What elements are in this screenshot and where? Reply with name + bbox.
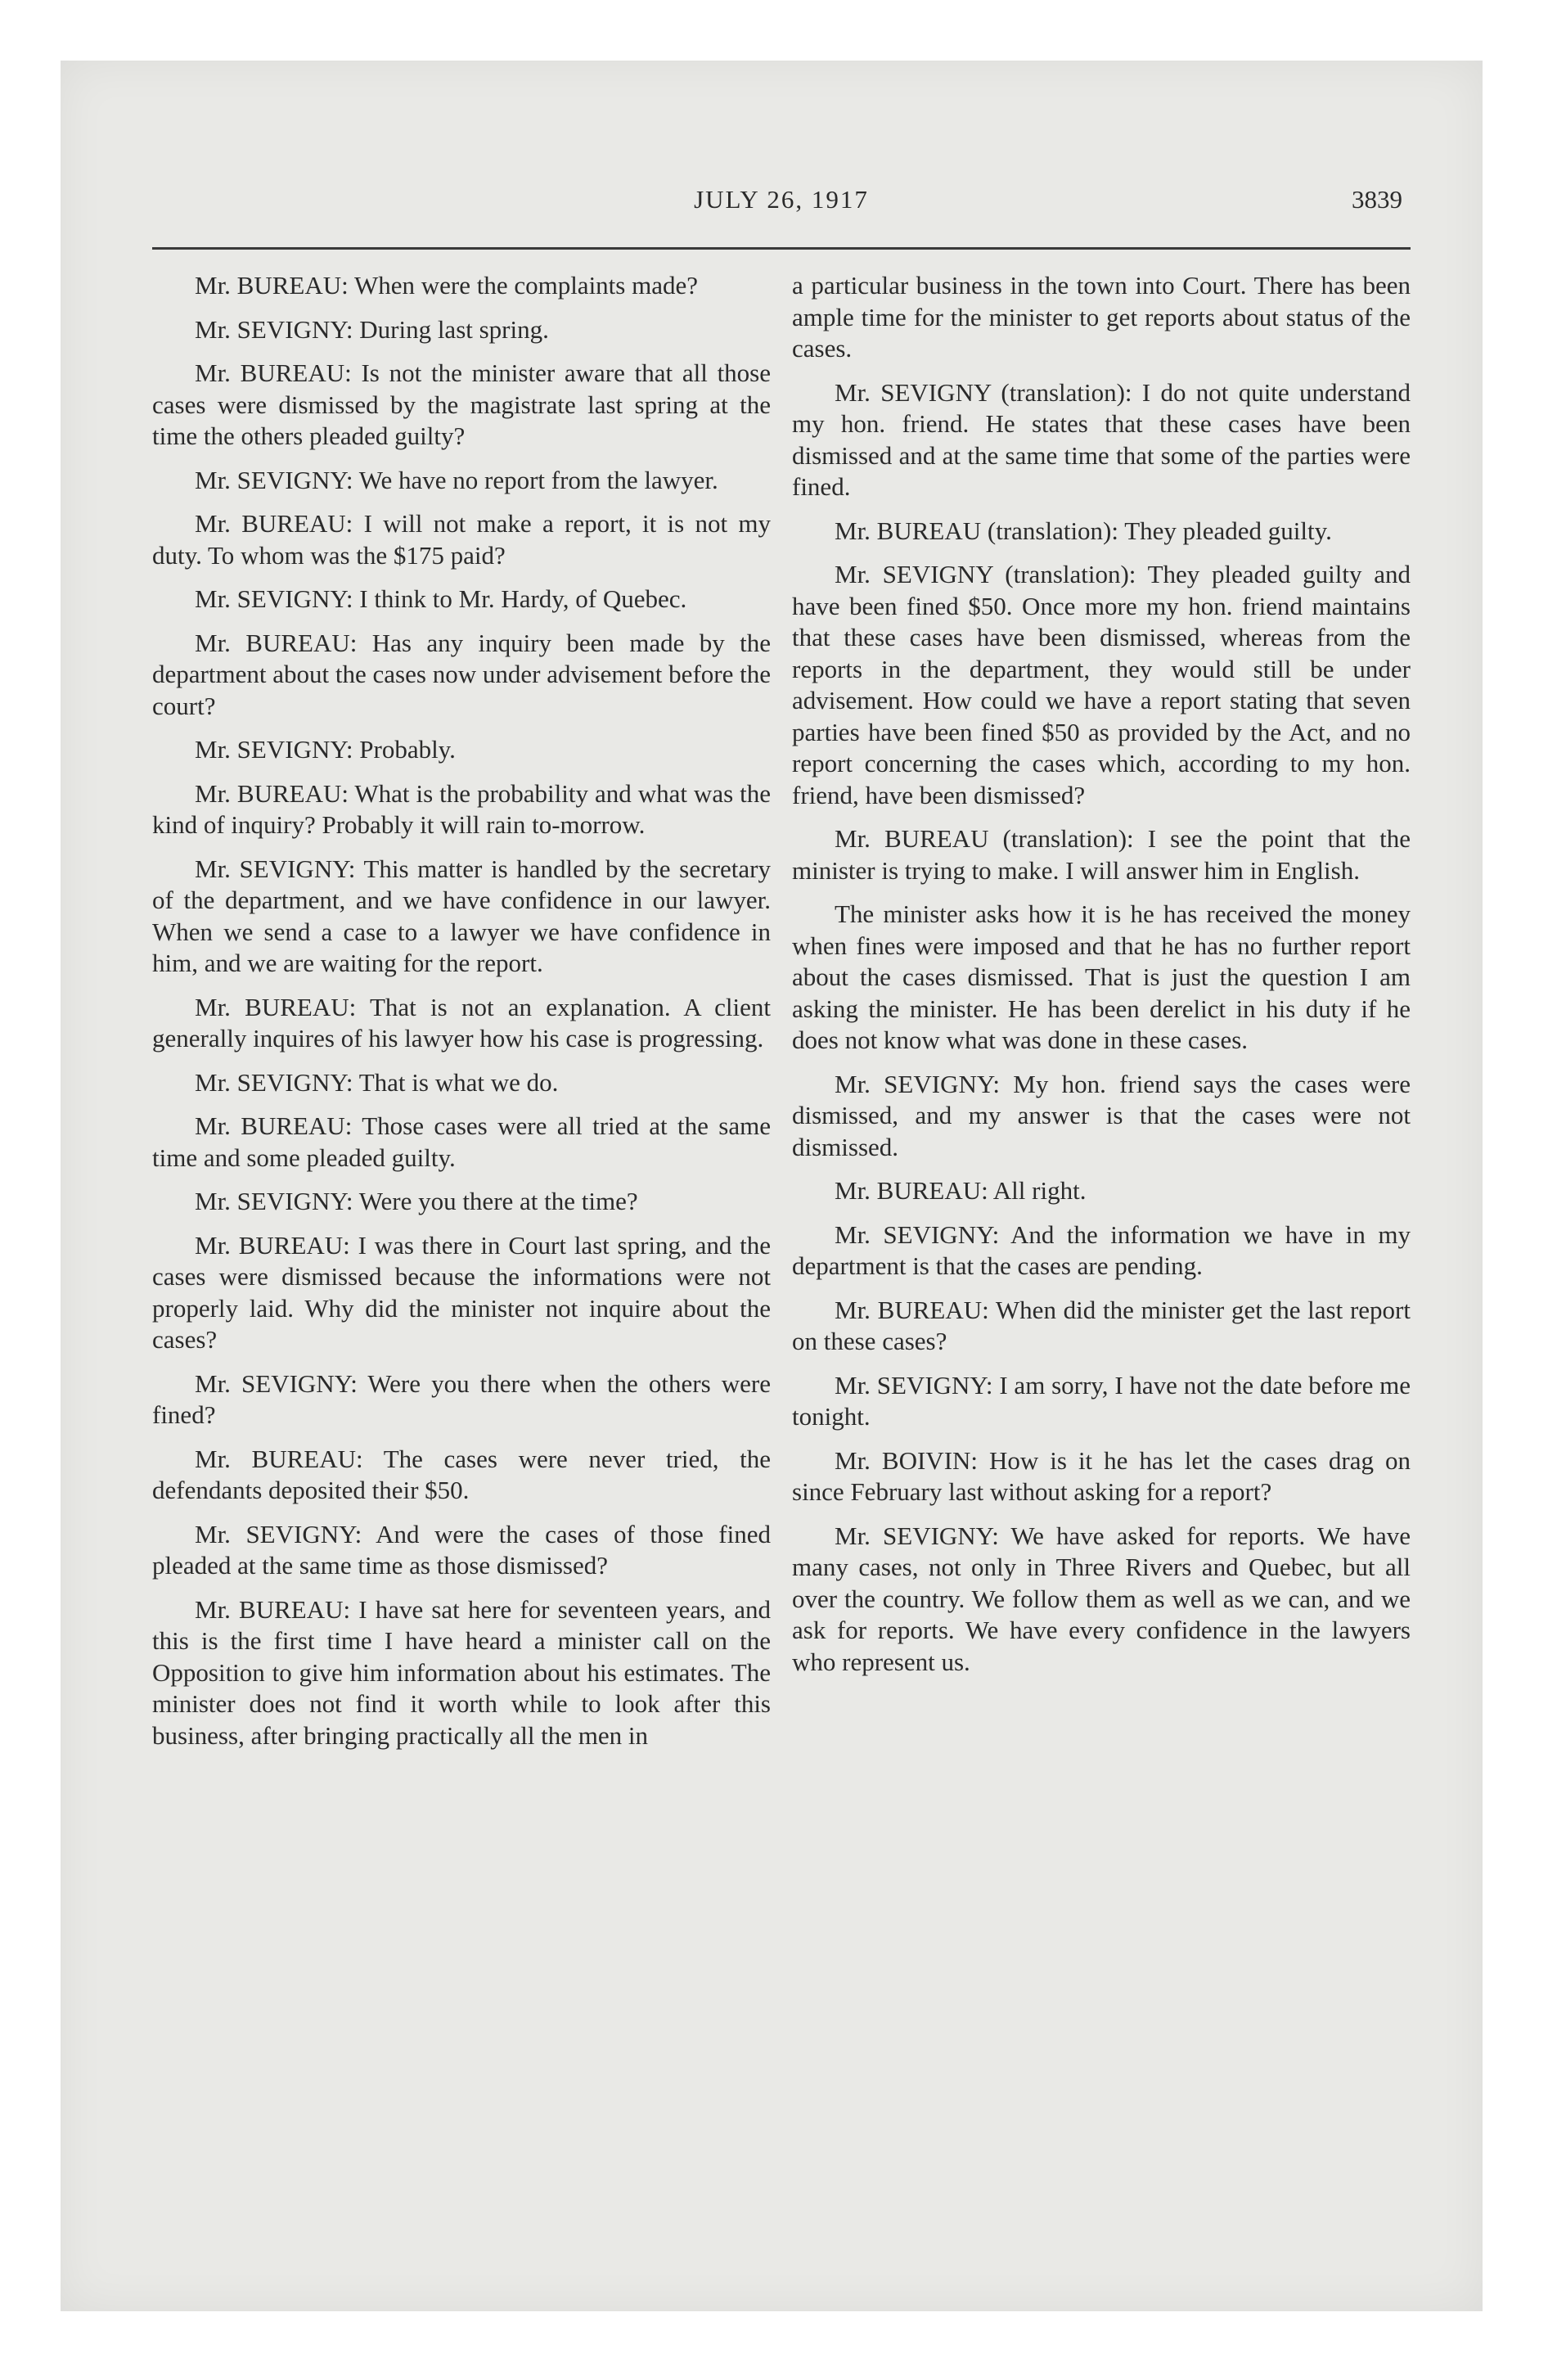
speech-paragraph <box>152 270 771 302</box>
speech-paragraph <box>152 1368 771 1431</box>
speech-paragraph <box>792 1295 1411 1358</box>
speaker-name: Mr. BUREAU: <box>195 628 358 657</box>
speech-paragraph <box>152 778 771 841</box>
speech-paragraph <box>152 1444 771 1507</box>
speech-paragraph <box>152 584 771 615</box>
speech-text: I will not make a report, it is not my duty. To whom was the $175 paid? <box>152 509 772 570</box>
page-header <box>152 185 1411 229</box>
speaker-name: Mr. SEVIGNY (translation): <box>835 377 1132 407</box>
speech-paragraph <box>792 1175 1411 1207</box>
speaker-name: Mr. BUREAU: <box>195 1111 353 1140</box>
speech-paragraph <box>152 1230 771 1356</box>
speech-paragraph <box>792 270 1411 365</box>
speech-text: That is not an explanation. A client generally inquires of his lawyer how his case is progressing. <box>152 992 771 1053</box>
speech-paragraph <box>152 1067 771 1099</box>
speaker-name: Mr. SEVIGNY: <box>835 1370 993 1400</box>
speaker-name: Mr. SEVIGNY: <box>195 314 353 344</box>
speech-text: Has any inquiry been made by the department about the cases now under advisement before the court? <box>152 628 772 720</box>
speech-text: I am sorry, I have not the date before me tonight. <box>792 1370 1411 1431</box>
speech-text: How is it he has let the cases drag on since February last without asking for a report? <box>792 1445 1411 1506</box>
speaker-name: Mr. SEVIGNY: <box>835 1069 1000 1098</box>
speaker-name: Mr. SEVIGNY: <box>195 1368 358 1398</box>
speaker-name: Mr. BUREAU: <box>195 271 349 300</box>
speech-text: They pleaded guilty and have been fined $50. Once more my hon. friend maintains that these cases have been dismissed, whereas from the reports in the department, they would still be under advisement. How could we have a report stating that seven parties have been fined $50 as provided by the Act, and no report concerning the cases which, according to my hon. friend, have been dismissed? <box>792 560 1411 809</box>
speech-paragraph <box>152 628 771 723</box>
speech-text: They pleaded guilty. <box>1124 516 1332 545</box>
speaker-name: Mr. BUREAU: <box>195 1594 351 1624</box>
speech-text: Were you there at the time? <box>358 1187 638 1215</box>
speaker-name: Mr. BUREAU: <box>835 1176 988 1205</box>
speaker-name: Mr. SEVIGNY: <box>195 1519 362 1548</box>
speaker-name: Mr. SEVIGNY: <box>835 1219 1000 1249</box>
speaker-name: Mr. BUREAU: <box>195 778 349 808</box>
speech-paragraph <box>792 823 1411 886</box>
speech-text: Those cases were all tried at the same time and some pleaded guilty. <box>152 1111 771 1172</box>
speech-paragraph <box>152 734 771 766</box>
page-number: 3839 <box>1352 185 1402 214</box>
speech-text: The minister asks how it is he has received the money when fines were imposed and that he has no further report about the cases dismissed. That is just the question I am asking the minister. He has been derelict in his duty if he does not know what was done in these cases. <box>792 899 1411 1054</box>
speech-paragraph <box>152 1186 771 1218</box>
right-column <box>792 270 1411 1764</box>
speech-paragraph <box>152 508 771 571</box>
speech-paragraph <box>792 1521 1411 1679</box>
speaker-name: Mr. BUREAU: <box>195 1444 363 1473</box>
speech-text: a particular business in the town into Court. There has been ample time for the minister to get reports about status of the cases. <box>792 271 1411 363</box>
speaker-name: Mr. SEVIGNY (translation): <box>835 560 1136 588</box>
hansard-page <box>152 185 1411 2329</box>
speech-paragraph <box>792 1219 1411 1282</box>
speaker-name: Mr. SEVIGNY: <box>195 1067 353 1097</box>
speech-text: This matter is handled by the secretary of the department, and we have confidence in our lawyer. When we send a case to a lawyer we have confidence in him, and we are waiting for the report. <box>152 854 771 977</box>
speech-paragraph <box>792 1069 1411 1164</box>
speaker-name: Mr. SEVIGNY: <box>195 854 356 883</box>
speaker-name: Mr. BUREAU: <box>195 1230 350 1260</box>
speech-text: All right. <box>992 1176 1087 1205</box>
speech-text: The cases were never tried, the defendants deposited their $50. <box>152 1444 771 1504</box>
speech-text: And were the cases of those fined pleaded at the same time as those dismissed? <box>152 1519 771 1580</box>
speech-paragraph <box>792 1445 1411 1508</box>
speech-text: Were you there when the others were fined? <box>152 1368 771 1429</box>
speech-paragraph <box>792 1370 1411 1433</box>
speech-text: And the information we have in my department is that the cases are pending. <box>792 1219 1411 1280</box>
speech-paragraph <box>152 1594 771 1752</box>
speech-text: I do not quite understand my hon. friend. He states that these cases have been dismissed and at the same time that some of the parties were fined. <box>792 377 1411 501</box>
speech-text: I have sat here for seventeen years, and this is the first time I have heard a minister call on the Opposition to give him information about his estimates. The minister does not find it worth while to look after this business, after bringing practically all the men in <box>152 1594 771 1750</box>
speech-paragraph <box>792 899 1411 1057</box>
speech-text: Probably. <box>359 735 456 764</box>
speaker-name: Mr. BUREAU: <box>835 1295 989 1324</box>
speaker-name: Mr. BUREAU: <box>195 992 357 1021</box>
speech-text: During last spring. <box>359 314 549 344</box>
left-column <box>152 270 771 1764</box>
speech-text: When were the complaints made? <box>353 271 698 300</box>
speech-text: We have no report from the lawyer. <box>358 465 718 494</box>
speech-paragraph <box>152 854 771 980</box>
speech-text: What is the probability and what was the kind of inquiry? Probably it will rain to-morrow. <box>152 778 771 839</box>
speaker-name: Mr. BUREAU (translation): <box>835 824 1134 853</box>
speech-text: I was there in Court last spring, and the cases were dismissed because the informations were not properly laid. Why did the minister not inquire about the cases? <box>152 1230 771 1354</box>
speech-paragraph <box>152 992 771 1055</box>
speech-paragraph <box>152 358 771 453</box>
speech-paragraph <box>152 314 771 346</box>
scanned-page <box>61 61 1483 2311</box>
speech-paragraph <box>152 465 771 497</box>
speaker-name: Mr. BUREAU: <box>195 509 353 538</box>
page-date: JULY 26, 1917 <box>694 185 869 214</box>
speech-text: We have asked for reports. We have many cases, not only in Three Rivers and Quebec, but all over the country. We follow them as well as we can, and we ask for reports. We have every confidence in the lawyers who represent us. <box>792 1521 1411 1676</box>
speaker-name: Mr. SEVIGNY: <box>195 1187 353 1215</box>
speech-paragraph <box>152 1111 771 1174</box>
speech-paragraph <box>792 377 1411 503</box>
speaker-name: Mr. SEVIGNY: <box>195 584 353 613</box>
speaker-name: Mr. SEVIGNY: <box>195 735 353 764</box>
speaker-name: Mr. SEVIGNY: <box>835 1521 999 1550</box>
speech-text: I see the point that the minister is trying to make. I will answer him in English. <box>792 824 1411 885</box>
speech-text: I think to Mr. Hardy, of Quebec. <box>359 584 687 613</box>
speech-text: My hon. friend says the cases were dismissed, and my answer is that the cases were not dismissed. <box>792 1069 1411 1161</box>
speaker-name: Mr. BUREAU: <box>195 358 352 387</box>
speech-paragraph <box>152 1519 771 1582</box>
speaker-name: Mr. SEVIGNY: <box>195 465 353 494</box>
speaker-name: Mr. BUREAU (translation): <box>835 516 1118 545</box>
speech-paragraph <box>792 516 1411 548</box>
text-columns <box>152 270 1411 1764</box>
speech-text: Is not the minister aware that all those cases were dismissed by the magistrate last spring at the time the others pleaded guilty? <box>152 358 772 450</box>
header-rule <box>152 247 1411 250</box>
speech-paragraph <box>792 559 1411 811</box>
speech-text: That is what we do. <box>358 1067 559 1097</box>
speech-text: When did the minister get the last report on these cases? <box>792 1295 1411 1355</box>
speaker-name: Mr. BOIVIN: <box>835 1445 979 1475</box>
